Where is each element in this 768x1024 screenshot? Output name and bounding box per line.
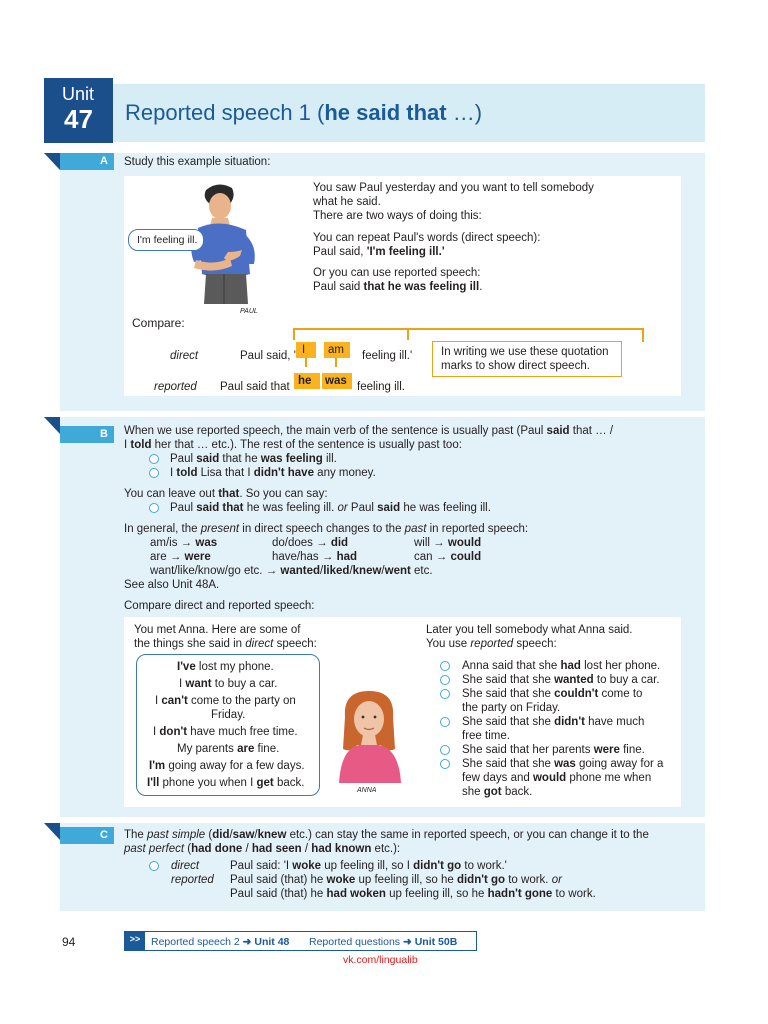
reported-line: free time. xyxy=(462,730,510,742)
reported-line: She said that she couldn't come to xyxy=(462,688,643,700)
bullet-icon xyxy=(440,745,450,755)
tense-change: are → were xyxy=(150,551,211,563)
title-bar xyxy=(113,84,705,142)
section-b xyxy=(60,417,705,817)
anna-quote: I can't come to the party on xyxy=(155,695,296,707)
highlight-was: was xyxy=(322,373,352,389)
b-text-line: In general, the present in direct speech changes to the past in reported speech: xyxy=(124,523,529,535)
reported-line: few days and would phone me when xyxy=(462,772,652,784)
example-panel xyxy=(124,176,681,396)
b-panel-text: You met Anna. Here are some of xyxy=(134,624,301,636)
double-chevron-icon: >> xyxy=(125,932,145,950)
bullet-icon xyxy=(149,503,159,513)
reported-text: Paul said that xyxy=(220,381,290,393)
b-text-line: When we use reported speech, the main verb of the sentence is usually past (Paul said that … / xyxy=(124,425,614,437)
direct-label: direct xyxy=(170,350,199,362)
tense-change: want/like/know/go etc. → wanted/liked/knew/went etc. xyxy=(150,565,433,577)
a-text-line: what he said. xyxy=(313,196,381,208)
anna-quote: I don't have much free time. xyxy=(153,726,298,738)
c-text-line: The past simple (did/saw/knew etc.) can stay the same in reported speech, or you can change it to the xyxy=(124,829,649,841)
reported-line: she got back. xyxy=(462,786,533,798)
connector-line xyxy=(293,328,295,340)
direct-text: Paul said, ' xyxy=(240,350,296,362)
tense-change: will → would xyxy=(414,537,482,549)
c-reported-label: reported xyxy=(171,874,214,886)
connector-line xyxy=(335,358,337,367)
page-title: Reported speech 1 (he said that …) xyxy=(125,100,483,125)
reported-line: She said that she wanted to buy a car. xyxy=(462,674,660,686)
c-text-line: past perfect (had done / had seen / had known etc.): xyxy=(124,843,401,855)
connector-line xyxy=(642,328,644,342)
b-text-line: You can leave out that. So you can say: xyxy=(124,488,328,500)
c-reported-example: Paul said (that) he had woken up feeling ill, so he hadn't gone to work. xyxy=(230,888,596,900)
b-panel-text: Later you tell somebody what Anna said. xyxy=(426,624,633,636)
highlight-am: am xyxy=(324,342,350,358)
a-text-line: Or you can use reported speech: xyxy=(313,267,481,279)
tense-change: have/has → had xyxy=(272,551,358,563)
bullet-icon xyxy=(149,861,159,871)
b-example: Paul said that he was feeling ill. xyxy=(170,453,337,465)
section-a-tab: A xyxy=(60,153,114,170)
section-c xyxy=(60,823,705,911)
c-direct-label: direct xyxy=(171,860,200,872)
bullet-icon xyxy=(440,759,450,769)
b-compare: Compare direct and reported speech: xyxy=(124,600,315,612)
page-number: 94 xyxy=(62,935,76,949)
bullet-icon xyxy=(440,661,450,671)
connector-line xyxy=(305,358,307,367)
unit-badge xyxy=(44,78,113,143)
section-b-tab: B xyxy=(60,426,114,443)
section-corner xyxy=(44,153,60,170)
bullet-icon xyxy=(149,468,159,478)
anna-quote: I've lost my phone. xyxy=(177,661,274,673)
unit-number: 47 xyxy=(64,104,93,134)
highlight-he: he xyxy=(294,373,320,389)
b-panel-text: the things she said in direct speech: xyxy=(134,638,317,650)
unit-label: Unit xyxy=(62,84,95,104)
cross-reference-box xyxy=(124,931,477,951)
anna-quote: I'm going away for a few days. xyxy=(149,760,305,772)
anna-quote: I'll phone you when I get back. xyxy=(147,777,305,789)
reported-line: She said that her parents were fine. xyxy=(462,744,645,756)
highlight-i: I xyxy=(296,342,316,358)
section-corner xyxy=(44,417,60,434)
section-a-intro: Study this example situation: xyxy=(124,156,271,168)
anna-quote: I want to buy a car. xyxy=(179,678,278,690)
section-a xyxy=(60,153,705,411)
direct-text: feeling ill.' xyxy=(362,350,413,362)
reported-line: She said that she didn't have much xyxy=(462,716,645,728)
a-text-line: There are two ways of doing this: xyxy=(313,210,482,222)
note-line: In writing we use these quotation xyxy=(441,346,609,358)
connector-line xyxy=(407,328,409,340)
link-reported-questions[interactable]: Reported questions ➜ Unit 50B xyxy=(309,936,458,948)
bullet-icon xyxy=(440,689,450,699)
anna-illustration xyxy=(329,687,411,783)
compare-label: Compare: xyxy=(132,316,185,330)
tense-change: can → could xyxy=(414,551,482,563)
a-direct-example: Paul said, 'I'm feeling ill.' xyxy=(313,246,445,258)
a-text-line: You saw Paul yesterday and you want to tell somebody xyxy=(313,182,594,194)
link-reported-speech-2[interactable]: Reported speech 2 ➜ Unit 48 xyxy=(151,936,290,948)
connector-line xyxy=(293,328,643,330)
paul-speech-bubble: I'm feeling ill. xyxy=(128,229,204,251)
reported-text: feeling ill. xyxy=(357,381,405,393)
note-line: marks to show direct speech. xyxy=(441,360,590,372)
anna-speech-bubble xyxy=(136,654,320,796)
watermark-link[interactable]: vk.com/lingualib xyxy=(343,954,418,966)
anna-panel xyxy=(124,617,681,807)
reported-line: Anna said that she had lost her phone. xyxy=(462,660,661,672)
anna-quote: My parents are fine. xyxy=(177,743,280,755)
section-corner xyxy=(44,823,60,840)
paul-caption: PAUL xyxy=(240,308,258,315)
a-reported-example: Paul said that he was feeling ill. xyxy=(313,281,483,293)
b-panel-text: You use reported speech: xyxy=(426,638,557,650)
see-also: See also Unit 48A. xyxy=(124,579,220,591)
bullet-icon xyxy=(440,717,450,727)
c-reported-example: Paul said (that) he woke up feeling ill, so he didn't go to work. or xyxy=(230,874,562,886)
anna-caption: ANNA xyxy=(357,787,377,794)
bullet-icon xyxy=(440,675,450,685)
a-text-line: You can repeat Paul's words (direct speech): xyxy=(313,232,541,244)
c-direct-example: Paul said: 'I woke up feeling ill, so I didn't go to work.' xyxy=(230,860,507,872)
b-example: I told Lisa that I didn't have any money. xyxy=(170,467,376,479)
reported-line: the party on Friday. xyxy=(462,702,561,714)
reported-line: She said that she was going away for a xyxy=(462,758,664,770)
tense-change: do/does → did xyxy=(272,537,349,549)
b-example: Paul said that he was feeling ill. or Paul said he was feeling ill. xyxy=(170,502,491,514)
b-text-line: I told her that … etc.). The rest of the sentence is usually past too: xyxy=(124,439,462,451)
bullet-icon xyxy=(149,454,159,464)
section-c-tab: C xyxy=(60,827,114,844)
quotation-note xyxy=(432,341,622,377)
reported-label: reported xyxy=(154,381,197,393)
anna-quote: Friday. xyxy=(211,709,246,721)
tense-change: am/is → was xyxy=(150,537,218,549)
